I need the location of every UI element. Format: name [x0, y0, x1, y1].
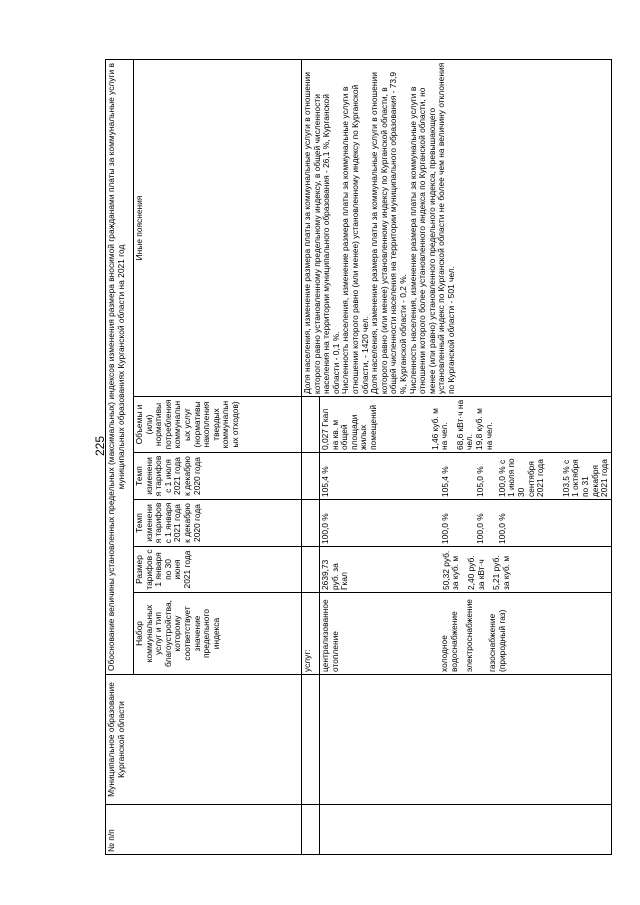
rate-jan-cold-water: 100,0 %: [439, 513, 450, 544]
notes-paragraph-4: Численность населения, изменение размера платы за коммунальные услуги в отношении которого более установленного индекса по Курганской области, но менее (или равно) установленного предельного индекса, превышающего установленный индекс по Курганской области не более чем на величину отклонения по Курганской области - 501 чел.: [407, 62, 456, 394]
services-label: услуг:: [302, 593, 320, 675]
cell-empty: [302, 500, 320, 547]
rate-jan-electricity: 100,0 %: [475, 513, 486, 544]
notes-paragraph-2: Численность населения, изменение размера платы за коммунальные услуги в отношении которого равно (или менее) установленному индексу по Курганской области, - 1420 чел.: [340, 84, 370, 394]
header-rate-jul: Темп изменения тарифов с 1 июля 2021 года к декабрю 2020 года: [134, 453, 302, 500]
rotated-table-content: [105, 60, 610, 855]
rate-jul-cold-water: 105,4 %: [439, 466, 450, 497]
volume-gas: 19,8 куб. м на чел.: [473, 408, 494, 450]
service-heating: централизованное отопление: [320, 599, 340, 672]
cell-municipality: [320, 675, 612, 805]
cell-empty: [302, 453, 320, 500]
tariff-list: [320, 547, 612, 593]
rate-jul-list: [320, 453, 612, 500]
cell-municipality: [302, 675, 320, 805]
tariff-cold-water: 50,32 руб. за куб. м: [440, 550, 461, 590]
header-num: № п/п: [106, 805, 302, 855]
header-rate-jan: Темп изменения тарифов с 1 января 2021 года к декабрю 2020 года: [134, 500, 302, 547]
cell-num: [320, 805, 612, 855]
header-service-set: Набор коммунальных услуг и тип благоустройства, которому соответствует значение предельного индекса: [134, 593, 302, 675]
tariff-heating: 2639,73 руб. за Гкал: [320, 559, 350, 590]
notes-paragraph-3: Доля населения, изменение размера платы за коммунальные услуги в отношении которого равно (или менее) установленному индексу по Курганской области, в общей численности населения на территории муниципального образования - 73,9 %, Курганской области - 0,2 %.: [369, 72, 408, 394]
tariff-electricity: 2,40 руб. за кВт·ч: [465, 555, 486, 590]
service-list: [320, 593, 612, 675]
table-row: [302, 60, 320, 855]
service-electricity: электроснабжение: [464, 599, 475, 672]
volume-list: [320, 397, 612, 453]
header-tariff: Размер тарифов с 1 января по 30 июня 2021 года: [134, 547, 302, 593]
volume-cold-water: 1,46 куб. м на чел.: [429, 408, 450, 450]
notes-paragraph-1: Доля населения, изменение размера платы за коммунальные услуги в отношении которого равно установленному предельному индексу, в общей численности населения на территории муниципального образования - 26,1 %, Курганской области - 0,1 %.: [302, 72, 341, 394]
rate-jul-gas-1: 100,0 % с 1 июля по 30 сентября 2021 года: [496, 458, 546, 497]
header-row-top: [106, 60, 134, 855]
index-justification-table: [105, 59, 612, 855]
rate-jan-list: [320, 500, 612, 547]
rate-jul-heating: 105,4 %: [320, 466, 330, 497]
rate-jan-heating: 100,0 %: [320, 513, 330, 544]
rotated-table-frame: [105, 60, 610, 855]
rate-jul-gas-2: 103,5 % с 1 октября по 31 декабря 2021 года: [560, 459, 610, 497]
volume-heating: 0,027 Гкал на кв. м общей площади жилых помещений: [320, 404, 378, 450]
volume-electricity: 68,6 кВт·ч на чел.: [454, 399, 475, 450]
header-notes: Иные пояснения: [134, 60, 302, 397]
service-gas: газоснабжение (природный газ): [486, 609, 507, 672]
rate-jan-gas: 100,0 %: [496, 513, 507, 544]
cell-empty: [302, 547, 320, 593]
cell-num: [302, 805, 320, 855]
service-cold-water: холодное водоснабжение: [439, 611, 459, 672]
header-justification: Обоснование величины установленных предельных (максимальных) индексов изменения размера вносимой гражданами платы за коммунальные услуги в муниципальных образованиях Курганской области на 2021 год: [106, 60, 134, 675]
page-number: 225: [93, 435, 107, 457]
rate-jul-electricity: 105,0 %: [475, 466, 486, 497]
notes-cell: [302, 60, 612, 397]
tariff-gas: 5,21 руб. за куб. м: [491, 555, 511, 590]
cell-empty: [302, 397, 320, 453]
header-municipality: Муниципальное образование Курганской области: [106, 675, 302, 805]
header-volumes: Объемы и (или) нормативы потребления коммунальных услуг (нормативы накопления твердых коммунальных отходов): [134, 397, 302, 453]
